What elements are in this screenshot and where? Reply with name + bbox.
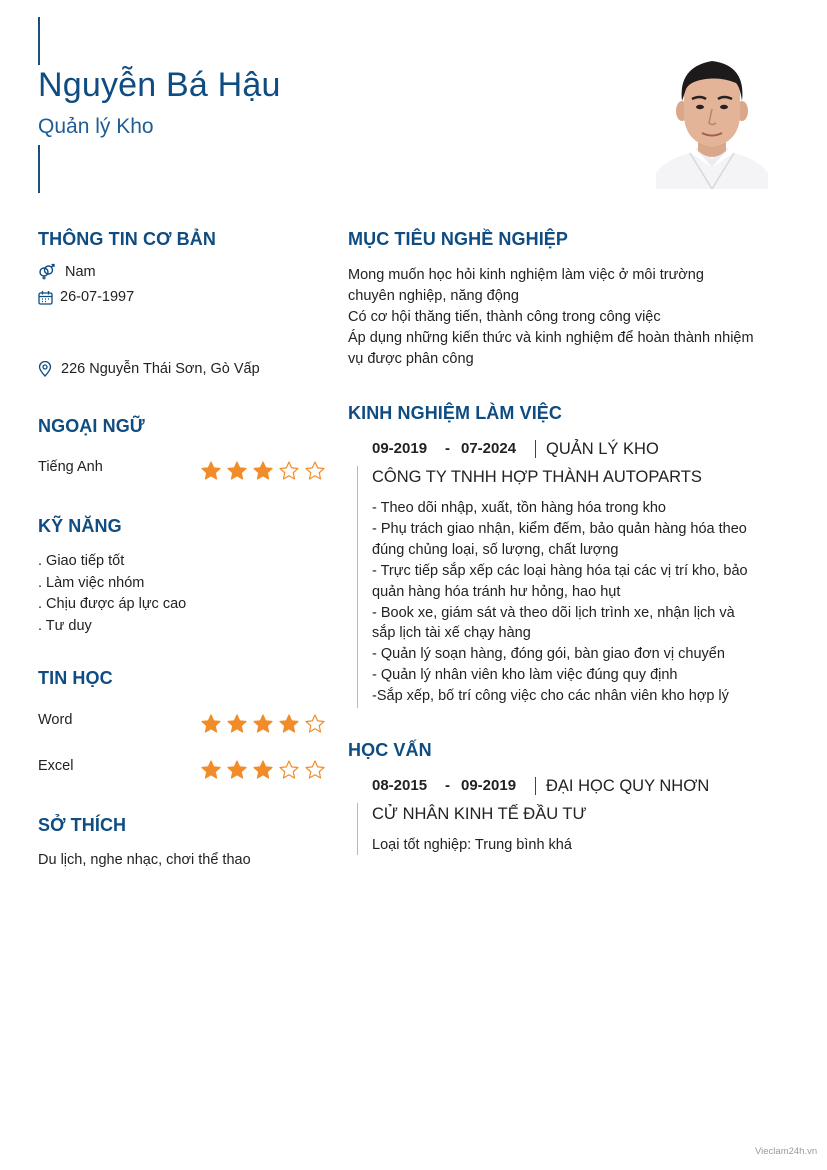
experience-position: QUẢN LÝ KHO — [546, 440, 659, 458]
address-value: 226 Nguyễn Thái Sơn, Gò Vấp — [61, 361, 260, 377]
star-filled-icon — [200, 713, 222, 735]
skills-title: KỸ NĂNG — [38, 516, 122, 536]
gender-icon — [38, 263, 55, 280]
gender-row — [38, 263, 96, 280]
list-item: - Quản lý nhân viên kho làm việc đúng quy định — [372, 667, 678, 684]
education-timeline-line — [357, 803, 358, 855]
list-item: - Book xe, giám sát và theo dõi lịch trình xe, nhận lịch và — [372, 604, 735, 621]
list-item: . Chịu được áp lực cao — [38, 596, 187, 612]
list-item: - Phụ trách giao nhận, kiểm đếm, bảo quản hàng hóa theo — [372, 520, 747, 537]
objective-line: vụ được phân công — [348, 351, 474, 367]
education-start-date: 08-2015 — [372, 777, 428, 794]
education-note: Loại tốt nghiệp: Trung bình khá — [372, 837, 572, 853]
experience-start-date: 09-2019 — [372, 440, 428, 457]
star-filled-icon — [252, 460, 274, 482]
education-end-date: 09-2019 — [461, 777, 517, 794]
experience-title: KINH NGHIỆM LÀM VIỆC — [348, 403, 563, 423]
it-skill-word: Word — [38, 712, 73, 728]
objective-line: chuyên nghiệp, năng động — [348, 288, 519, 304]
list-item: sắp lịch tài xế chạy hàng — [372, 625, 531, 642]
list-item: -Sắp xếp, bố trí công việc cho các nhân viên kho hợp lý — [372, 688, 729, 705]
it-rating-word — [200, 713, 326, 735]
star-filled-icon — [200, 460, 222, 482]
location-pin-icon — [38, 361, 52, 377]
objective-line: Mong muốn học hỏi kinh nghiệm làm việc ở môi trường — [348, 267, 704, 283]
star-filled-icon — [226, 713, 248, 735]
list-item: - Theo dõi nhập, xuất, tồn hàng hóa trong kho — [372, 500, 666, 516]
education-degree: CỬ NHÂN KINH TẾ ĐẦU TƯ — [372, 805, 587, 823]
star-filled-icon — [226, 759, 248, 781]
star-empty-icon — [278, 460, 300, 482]
header-accent-line-top — [38, 17, 40, 65]
hobbies-text: Du lịch, nghe nhạc, chơi thể thao — [38, 852, 251, 868]
hobbies-title: SỞ THÍCH — [38, 815, 127, 835]
experience-timeline-line — [357, 466, 358, 708]
skills-list — [38, 551, 186, 637]
list-item: đúng chủng loại, số lượng, chất lượng — [372, 541, 619, 558]
star-empty-icon — [278, 759, 300, 781]
it-title: TIN HỌC — [38, 668, 113, 688]
education-date-dash: - — [445, 777, 450, 794]
objective-line: Áp dụng những kiến thức và kinh nghiệm để hoàn thành nhiệm — [348, 330, 754, 346]
objective-text — [348, 265, 798, 370]
star-empty-icon — [304, 713, 326, 735]
header-accent-line-bottom — [38, 145, 40, 193]
experience-separator — [535, 440, 536, 458]
star-empty-icon — [304, 460, 326, 482]
star-filled-icon — [278, 713, 300, 735]
candidate-role: Quản lý Kho — [38, 115, 154, 138]
it-rating-excel — [200, 759, 326, 781]
language-rating — [200, 460, 326, 482]
basic-info-title: THÔNG TIN CƠ BẢN — [38, 229, 216, 249]
profile-photo — [656, 55, 768, 189]
star-filled-icon — [252, 713, 274, 735]
experience-end-date: 07-2024 — [461, 440, 517, 457]
list-item: - Trực tiếp sắp xếp các loại hàng hóa tại các vị trí kho, bảo — [372, 562, 748, 579]
language-name: Tiếng Anh — [38, 459, 103, 475]
star-filled-icon — [200, 759, 222, 781]
list-item: - Quản lý soạn hàng, đóng gói, bàn giao đơn vị chuyển — [372, 646, 725, 663]
experience-date-dash: - — [445, 440, 450, 457]
calendar-icon — [38, 290, 53, 305]
experience-description — [372, 498, 748, 707]
education-school: ĐẠI HỌC QUY NHƠN — [546, 777, 710, 795]
birthday-value: 26-07-1997 — [60, 289, 135, 305]
education-separator — [535, 777, 536, 795]
birthday-row — [38, 289, 134, 305]
candidate-name: Nguyễn Bá Hậu — [38, 66, 281, 104]
objective-line: Có cơ hội thăng tiến, thành công trong công việc — [348, 309, 661, 325]
it-skill-excel: Excel — [38, 758, 74, 774]
gender-value: Nam — [65, 263, 96, 280]
experience-company: CÔNG TY TNHH HỢP THÀNH AUTOPARTS — [372, 468, 702, 486]
objective-title: MỤC TIÊU NGHỀ NGHIỆP — [348, 229, 569, 249]
list-item: quản hàng hóa tránh hư hỏng, hao hụt — [372, 583, 621, 600]
star-filled-icon — [226, 460, 248, 482]
languages-title: NGOẠI NGỮ — [38, 416, 145, 436]
watermark: Vieclam24h.vn — [755, 1146, 818, 1157]
star-empty-icon — [304, 759, 326, 781]
list-item: . Giao tiếp tốt — [38, 553, 125, 569]
list-item: . Tư duy — [38, 617, 92, 634]
address-row — [38, 361, 260, 377]
star-filled-icon — [252, 759, 274, 781]
education-title: HỌC VẤN — [348, 740, 432, 760]
list-item: . Làm việc nhóm — [38, 574, 145, 591]
